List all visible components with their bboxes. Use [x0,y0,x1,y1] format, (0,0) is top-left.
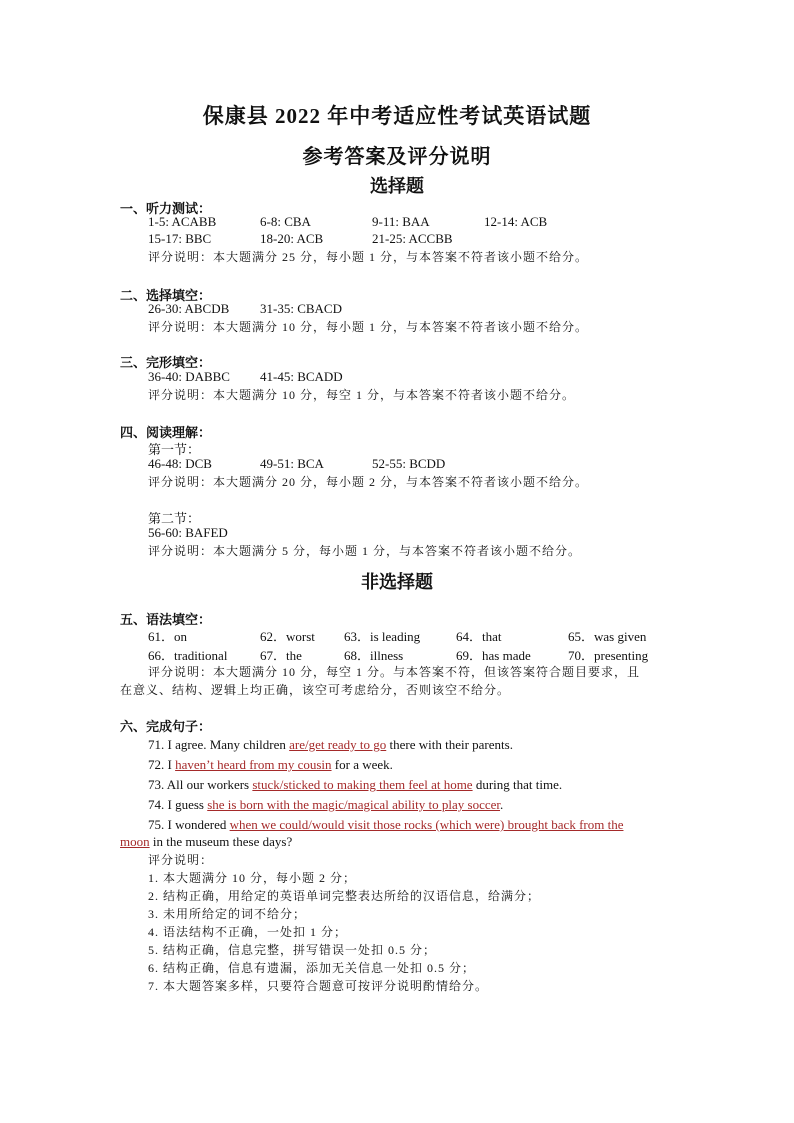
answer-group: 21-25: ACCBB [372,231,453,246]
answer-group: 9-11: BAA [372,214,430,229]
answer-item: 65．was given [568,629,647,644]
answer-group: 6-8: CBA [260,214,311,229]
scoring-note: 评分说明：本大题满分 5 分，每小题 1 分，与本答案不符者该小题不给分。 [148,544,582,558]
answer-item: 63．is leading [344,629,421,644]
answer-item: 70．presenting [568,648,649,663]
answer-group: 18-20: ACB [260,231,324,246]
sentence-text: 71. I agree. Many children [148,737,290,752]
scoring-rule: 1. 本大题满分 10 分，每小题 2 分； [148,871,357,885]
answer-item: 62．worst [260,629,315,644]
sentence-text: 73. All our workers [148,777,253,792]
part-heading-non-choice: 非选择题 [361,572,433,592]
section-3-heading: 三、完形填空： [120,355,212,370]
sentence-answer: moon [120,834,150,849]
answer-group: 15-17: BBC [148,231,212,246]
section-1-heading: 一、听力测试： [120,201,212,216]
sentence-answer: haven’t heard from my cousin [175,757,332,772]
sentence-answer: she is born with the magic/magical ability to play soccer [207,797,501,812]
subsection-2-label: 第二节： [148,511,201,526]
scoring-rule: 2. 结构正确，用给定的英语单词完整表达所给的汉语信息，给满分； [148,889,541,903]
scoring-rule: 7. 本大题答案多样，只要符合题意可按评分说明酌情给分。 [148,979,489,993]
scoring-rule: 4. 语法结构不正确，一处扣 1 分； [148,925,348,939]
scoring-note: 评分说明：本大题满分 10 分，每小题 1 分，与本答案不符者该小题不给分。 [148,320,589,334]
sentence-text: for a week. [331,757,393,772]
scoring-note: 评分说明：本大题满分 25 分，每小题 1 分，与本答案不符者该小题不给分。 [148,250,589,264]
sentence-text: there with their parents. [386,737,513,752]
sentence-text: 72. I [148,757,176,772]
scoring-rule: 5. 结构正确，信息完整，拼写错误一处扣 0.5 分； [148,943,437,957]
answer-item: 67．the [260,648,302,663]
scoring-note-title: 评分说明： [148,853,214,867]
sentence-answer: stuck/sticked to making them feel at home [252,777,473,792]
answer-item: 68．illness [344,648,404,663]
sentence-text: in the museum these days? [149,834,293,849]
answer-group: 1-5: ACABB [148,214,217,229]
scoring-note: 在意义、结构、逻辑上均正确，该空可考虑给分，否则该空不给分。 [120,683,511,697]
answer-group: 49-51: BCA [260,456,324,471]
answer-item: 66．traditional [148,648,228,663]
sentence-75-continued [120,834,292,850]
sentence-73 [148,777,562,793]
document-subtitle: 参考答案及评分说明 [302,146,492,168]
document-title: 保康县 2022 年中考适应性考试英语试题 [202,104,592,128]
answer-group: 26-30: ABCDB [148,301,230,316]
sentence-answer: are/get ready to go [289,737,387,752]
scoring-note: 评分说明：本大题满分 10 分，每空 1 分。与本答案不符，但该答案符合题目要求，且 [148,665,641,679]
answer-group: 41-45: BCADD [260,369,343,384]
scoring-note: 评分说明：本大题满分 20 分，每小题 2 分，与本答案不符者该小题不给分。 [148,475,589,489]
sentence-72 [148,757,393,773]
sentence-74 [148,797,503,813]
answer-group: 52-55: BCDD [372,456,446,471]
sentence-text: . [500,797,504,812]
answer-group: 36-40: DABBC [148,369,230,384]
section-5-heading: 五、语法填空： [120,612,212,627]
section-2-heading: 二、选择填空： [120,288,212,303]
section-4-heading: 四、阅读理解： [120,425,212,440]
answer-item: 69．has made [456,648,531,663]
subsection-1-label: 第一节： [148,442,201,457]
answer-group: 56-60: BAFED [148,525,228,540]
sentence-text: during that time. [472,777,563,792]
answer-group: 46-48: DCB [148,456,212,471]
scoring-note: 评分说明：本大题满分 10 分，每空 1 分，与本答案不符者该小题不给分。 [148,388,576,402]
answer-item: 61．on [148,629,188,644]
sentence-text: 74. I guess [148,797,208,812]
part-heading-choice: 选择题 [370,176,424,196]
sentence-75 [148,817,623,833]
section-6-heading: 六、完成句子： [120,719,212,734]
sentence-71 [148,737,513,753]
sentence-answer: when we could/would visit those rocks (which were) brought back from the [229,817,624,832]
scoring-rule: 6. 结构正确，信息有遗漏，添加无关信息一处扣 0.5 分； [148,961,476,975]
answer-item: 64．that [456,629,502,644]
answer-group: 31-35: CBACD [260,301,342,316]
answer-group: 12-14: ACB [484,214,548,229]
scoring-rule: 3. 未用所给定的词不给分； [148,907,307,921]
sentence-text: 75. I wondered [148,817,230,832]
